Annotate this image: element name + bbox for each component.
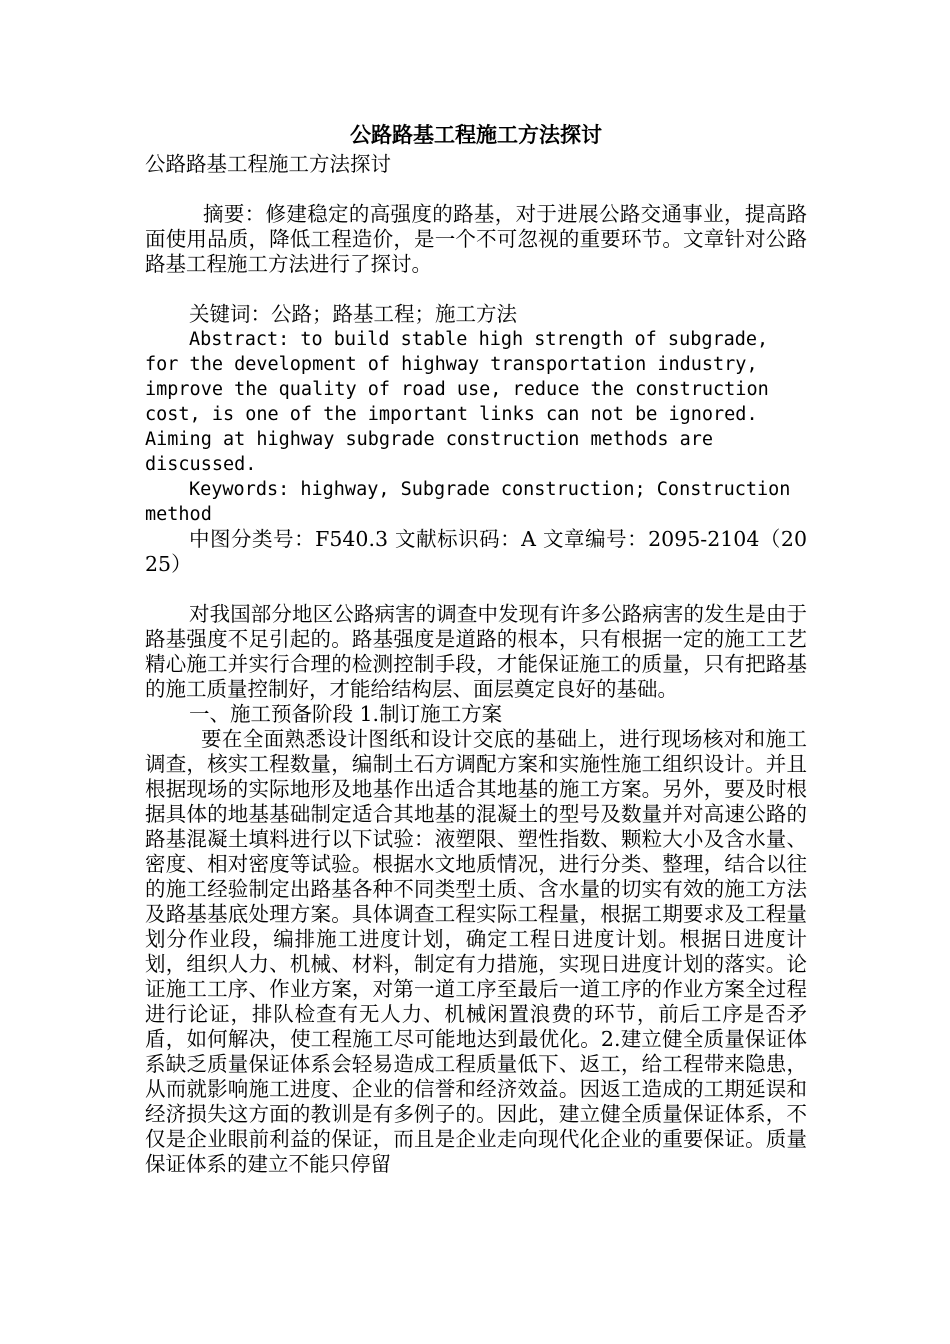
document-title: 公路路基工程施工方法探讨 [350,122,602,147]
keywords-english: Keywords: highway, Subgrade construction; Construction method [145,479,791,525]
document-page [145,118,807,1177]
spacer [145,577,807,602]
section-body: 要在全面熟悉设计图纸和设计交底的基础上，进行现场核对和施工调查，核实工程数量，编制土石方调配方案和实施性施工组织设计。并且根据现场的实际地形及地基作出适合其地基的施工方案。另外，要及时根据具体的地基基础制定适合其地基的混凝土的型号及数量并对高速公路的路基混凝土填料进行以下试验：液塑限、塑性指数、颗粒大小及含水量、密度、相对密度等试验。根据水文地质情况，进行分类、整理，结合以往的施工经验制定出路基各种不同类型土质、含水量的切实有效的施工方法及路基基底处理方案。具体调查工程实际工程量，根据工期要求及工程量划分作业段，编排施工进度计划，确定工程日进度计划。根据日进度计划，组织人力、机械、材料，制定有力措施，实现日进度计划的落实。论证施工工序、作业方案，对第一道工序至最后一道工序的作业方案全过程进行论证，排队检查有无人力、机械闲置浪费的环节，前后工序是否矛盾，如何解决，使工程施工尽可能地达到最优化。2.建立健全质量保证体系缺乏质量保证体系会轻易造成工程质量低下、返工，给工程带来隐患，从而就影响施工进度、企业的信誉和经济效益。因返工造成的工期延误和经济损失这方面的教训是有多例子的。因此，建立健全质量保证体系，不仅是企业眼前利益的保证，而且是企业走向现代化企业的重要保证。质量保证体系的建立不能只停留 [145,727,807,1176]
intro-paragraph: 对我国部分地区公路病害的调查中发现有许多公路病害的发生是由于路基强度不足引起的。路基强度是道路的根本，只有根据一定的施工工艺精心施工并实行合理的检测控制手段，才能保证施工的质量，只有把路基的施工质量控制好，才能给结构层、面层奠定良好的基础。 [145,602,807,701]
abstract-chinese: 摘要：修建稳定的高强度的路基，对于进展公路交通事业，提高路面使用品质，降低工程造价，是一个不可忽视的重要环节。文章针对公路路基工程施工方法进行了探讨。 [145,202,807,276]
abstract-english: Abstract: to build stable high strength of subgrade, for the development of highway transportation industry, improve the quality of road use, reduce the construction cost, is one of the important links can not be ignored. Aiming at highway subgrade construction methods are discussed. [145,329,769,475]
spacer [145,277,807,302]
keywords-chinese: 关键词：公路；路基工程；施工方法 [189,302,517,326]
document-subtitle: 公路路基工程施工方法探讨 [145,152,391,176]
spacer [145,177,807,202]
section-heading: 一、施工预备阶段 1.制订施工方案 [189,702,503,726]
classification-info: 中图分类号：F540.3 文献标识码：A 文章编号：2095-2104（2025） [145,527,807,576]
